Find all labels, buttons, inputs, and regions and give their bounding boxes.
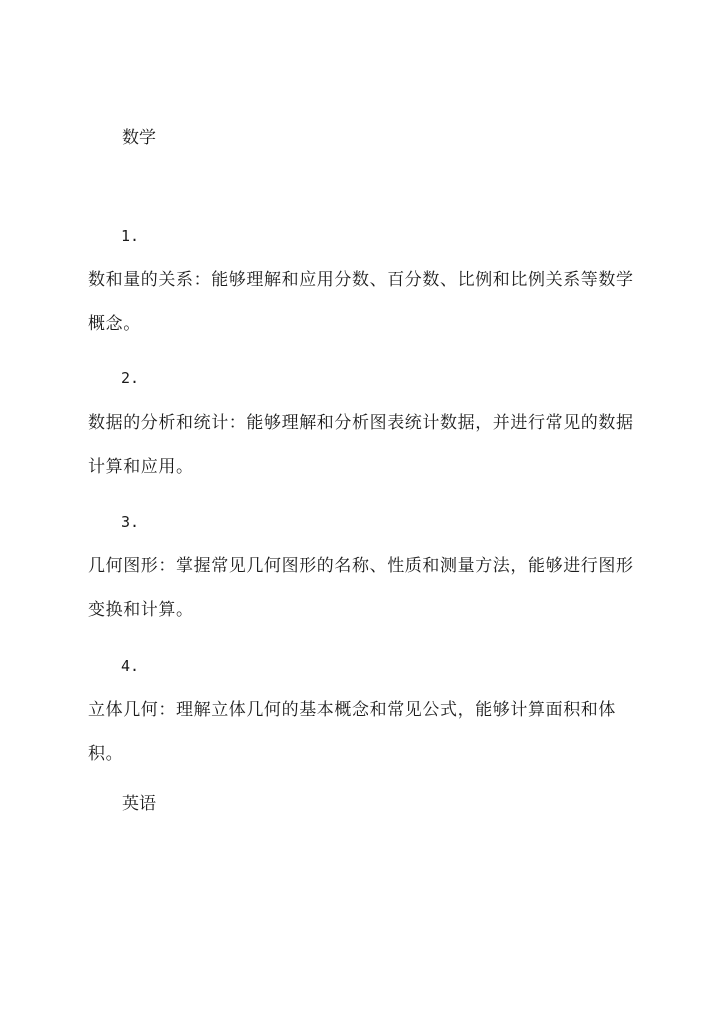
item-number-4: 4. bbox=[121, 657, 140, 675]
item-number-3: 3. bbox=[121, 513, 140, 531]
item-text-3: 几何图形：掌握常见几何图形的名称、性质和测量方法，能够进行图形变换和计算。 bbox=[88, 556, 634, 620]
item-text-2: 数据的分析和统计：能够理解和分析图表统计数据，并进行常见的数据计算和应用。 bbox=[88, 413, 634, 477]
item-number-2: 2. bbox=[121, 369, 140, 387]
section-title-math: 数学 bbox=[122, 128, 156, 148]
item-text-4: 立体几何：理解立体几何的基本概念和常见公式，能够计算面积和体积。 bbox=[88, 700, 616, 764]
section-title-english: 英语 bbox=[122, 794, 156, 814]
item-text-1: 数和量的关系：能够理解和应用分数、百分数、比例和比例关系等数学概念。 bbox=[88, 270, 634, 334]
item-number-1: 1. bbox=[121, 227, 140, 245]
